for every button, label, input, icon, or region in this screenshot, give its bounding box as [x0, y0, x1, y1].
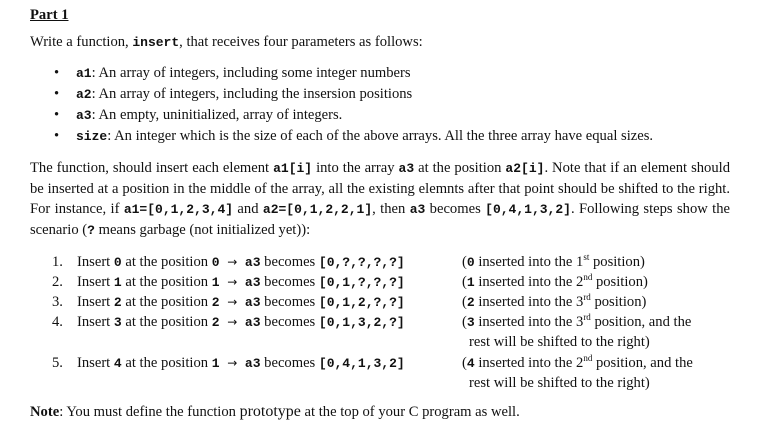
- step-item: 5. Insert 4 at the position 1 → a3 becomes [0,4,1,3,2] (4 inserted into the 2nd position, and the rest will be shifted to the right): [52, 353, 693, 391]
- step-item: 2. Insert 1 at the position 1 → a3 becomes [0,1,?,?,?] (1 inserted into the 2nd position): [52, 272, 648, 290]
- bullet-icon: •: [54, 128, 60, 144]
- intro-text: Write a function, insert, that receives four parameters as follows:: [30, 34, 423, 50]
- step-item: 3. Insert 2 at the position 2 → a3 becomes [0,1,2,?,?] (2 inserted into the 3rd position): [52, 292, 647, 310]
- bullet-icon: •: [54, 86, 60, 102]
- description-paragraph: The function, should insert each element a1[i] into the array a3 at the position a2[i]. Note that if an element should be inserted at a position in the middle of the array, all the existing elemnts after that point should be shifted to the right. For instance, if a1=[0,1,2,3,4] and a2=[0,1,2,2,1], then a3 becomes [0,4,1,3,2]. Following steps show the scenario (? means garbage (not initialized yet)):: [30, 160, 731, 238]
- arrow-icon: →: [227, 295, 238, 309]
- step-item: 4. Insert 3 at the position 2 → a3 becomes [0,1,3,2,?] (3 inserted into the 3rd position, and the rest will be shifted to the right): [52, 312, 692, 350]
- arrow-icon: →: [227, 315, 238, 329]
- part-title: Part 1: [30, 7, 69, 23]
- steps-list: [30, 252, 750, 394]
- parameter-item: • a3: An empty, uninitialized, array of integers.: [54, 107, 343, 123]
- arrow-icon: →: [227, 356, 238, 370]
- arrow-icon: →: [227, 255, 238, 269]
- footer-note: Note: You must define the function prototype at the top of your C program as well.: [30, 403, 520, 420]
- parameter-item: • size: An integer which is the size of each of the above arrays. All the three array have equal sizes.: [54, 128, 654, 144]
- bullet-icon: •: [54, 107, 60, 123]
- parameter-item: • a1: An array of integers, including some integer numbers: [54, 65, 411, 81]
- parameter-item: • a2: An array of integers, including the insersion positions: [54, 86, 413, 102]
- step-item: 1. Insert 0 at the position 0 → a3 becomes [0,?,?,?,?] (0 inserted into the 1st position): [52, 252, 645, 270]
- function-name: insert: [132, 35, 180, 50]
- arrow-icon: →: [227, 275, 238, 289]
- parameter-list: [30, 63, 653, 147]
- bullet-icon: •: [54, 65, 60, 81]
